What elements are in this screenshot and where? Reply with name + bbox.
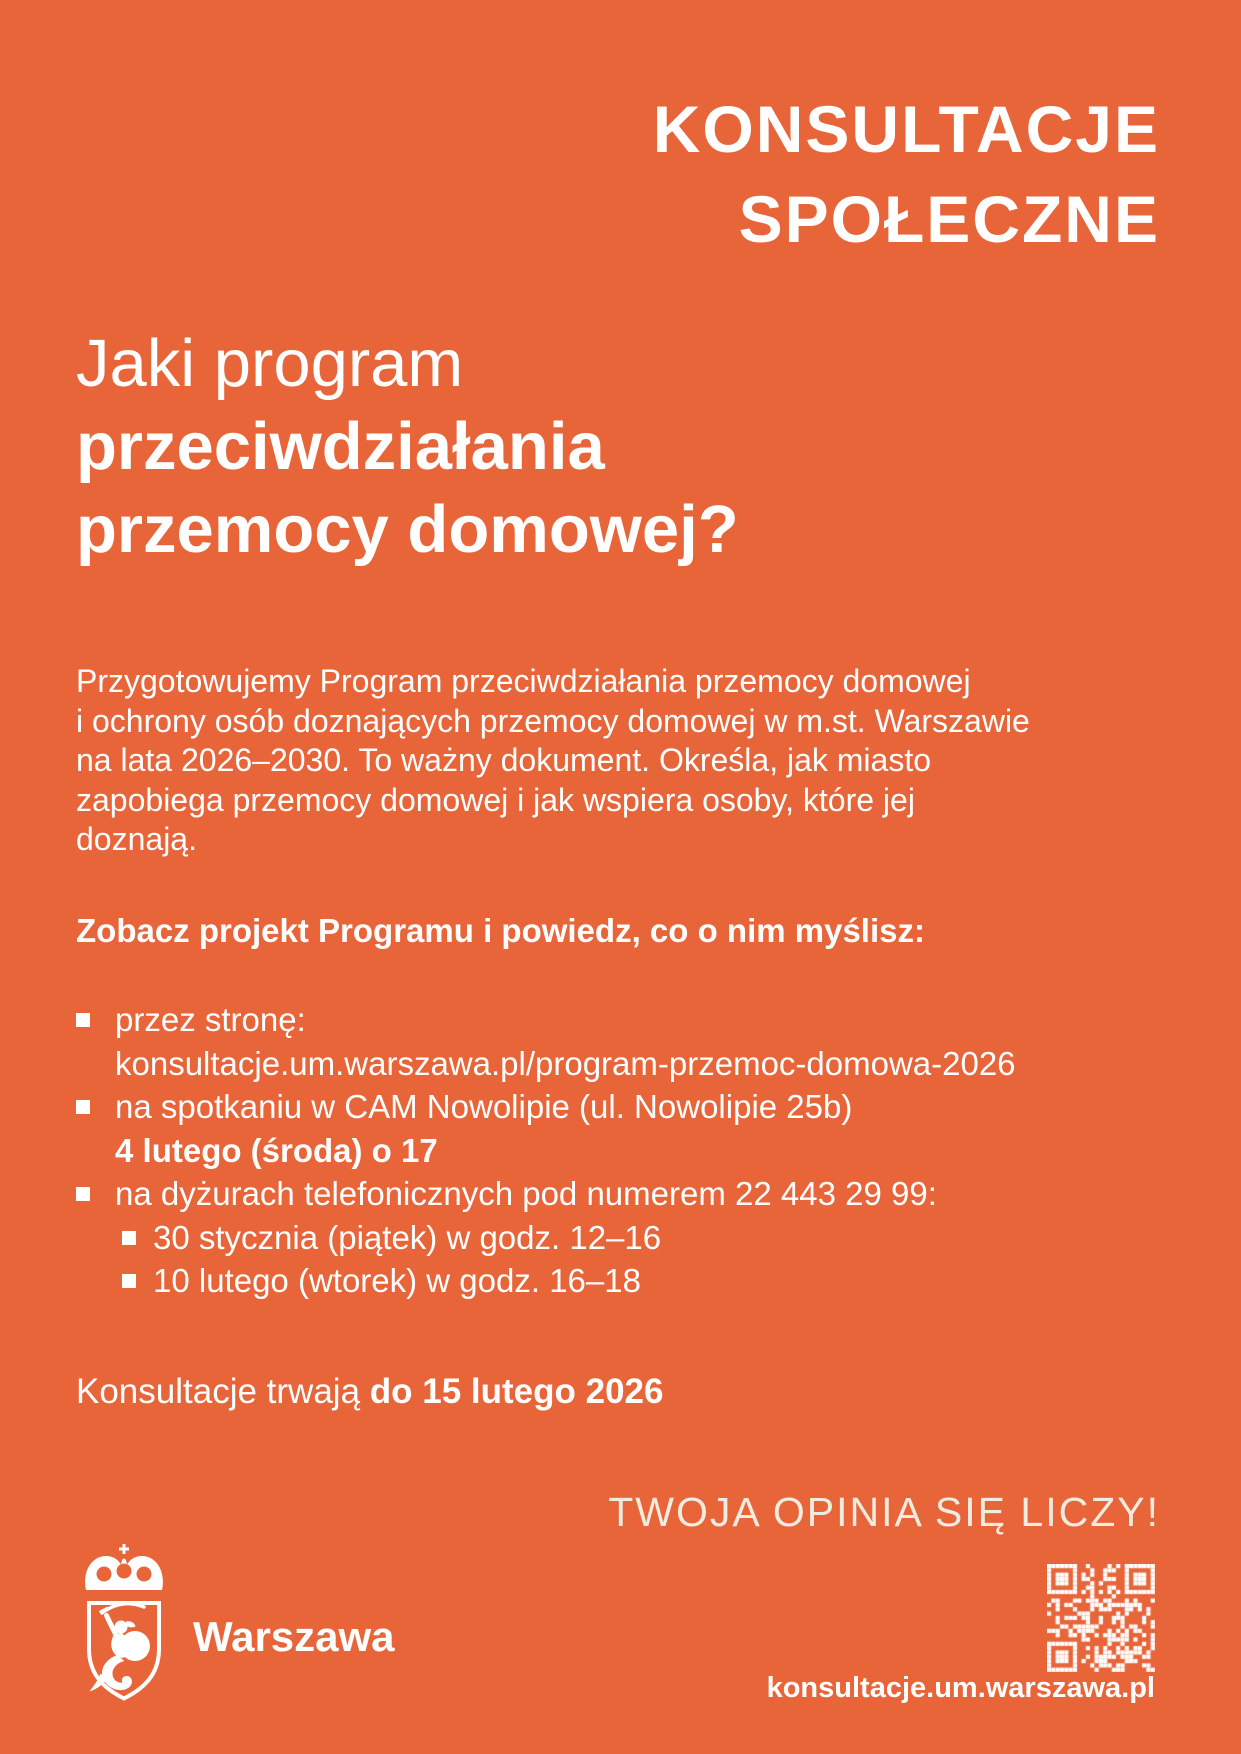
warsaw-crest-icon [74,1543,174,1710]
bullet-square-icon [76,1100,90,1114]
website-url: konsultacje.um.warszawa.pl/program-przemoc-domowa-2026 [115,1044,1016,1082]
channels-list [76,998,1016,1303]
deadline-prefix: Konsultacje trwają [76,1372,370,1411]
bullet-square-icon [76,1187,90,1201]
list-item-website [76,998,1016,1042]
cta-heading: Zobacz projekt Programu i powiedz, co o nim myślisz: [76,912,925,949]
phone-slot [76,1259,1016,1303]
site-url: konsultacje.um.warszawa.pl [766,1672,1155,1704]
website-label: przez stronę: [115,1001,306,1038]
page-title-line1: KONSULTACJE [652,92,1160,166]
intro-line: doznają. [76,821,197,857]
meeting-date: 4 lutego (środa) o 17 [115,1131,438,1169]
bullet-square-icon [122,1231,136,1245]
bullet-square-icon [76,1013,90,1027]
deadline-date: do 15 lutego 2026 [369,1372,664,1411]
intro-line: Przygotowujemy Program przeciwdziałania przemocy domowej [76,663,971,699]
deadline [76,1372,663,1412]
list-item-phone [76,1172,1016,1216]
intro-line: zapobiega przemocy domowej i jak wspiera osoby, które jej [76,781,915,818]
phone-slot-label: 10 lutego (wtorek) w godz. 16–18 [153,1262,641,1299]
headline [76,322,739,571]
page-title-line2: SPOŁECZNE [738,182,1160,256]
intro-line: i ochrony osób doznających przemocy domowej w m.st. Warszawie [76,702,1030,739]
intro-paragraph [76,662,1030,860]
headline-bold-line2: przemocy domowej? [76,492,739,567]
list-item-meeting [76,1085,1016,1129]
intro-line: na lata 2026–2030. To ważny dokument. Określa, jak miasto [76,742,932,778]
page-title [653,84,1160,264]
headline-light-line: Jaki program [76,326,464,401]
bullet-square-icon [122,1274,136,1288]
phone-slot-label: 30 stycznia (piątek) w godz. 12–16 [153,1218,662,1256]
meeting-label: na spotkaniu w CAM Nowolipie (ul. Nowolipie 25b) [115,1088,853,1125]
tagline: TWOJA OPINIA SIĘ LICZY! [608,1489,1160,1535]
city-name: Warszawa [193,1613,395,1660]
phone-slot [76,1216,1016,1260]
qr-code [1047,1564,1155,1672]
headline-bold-line1: przeciwdziałania [76,409,605,484]
phone-label: na dyżurach telefonicznych pod numerem 22 443 29 99: [115,1175,937,1212]
